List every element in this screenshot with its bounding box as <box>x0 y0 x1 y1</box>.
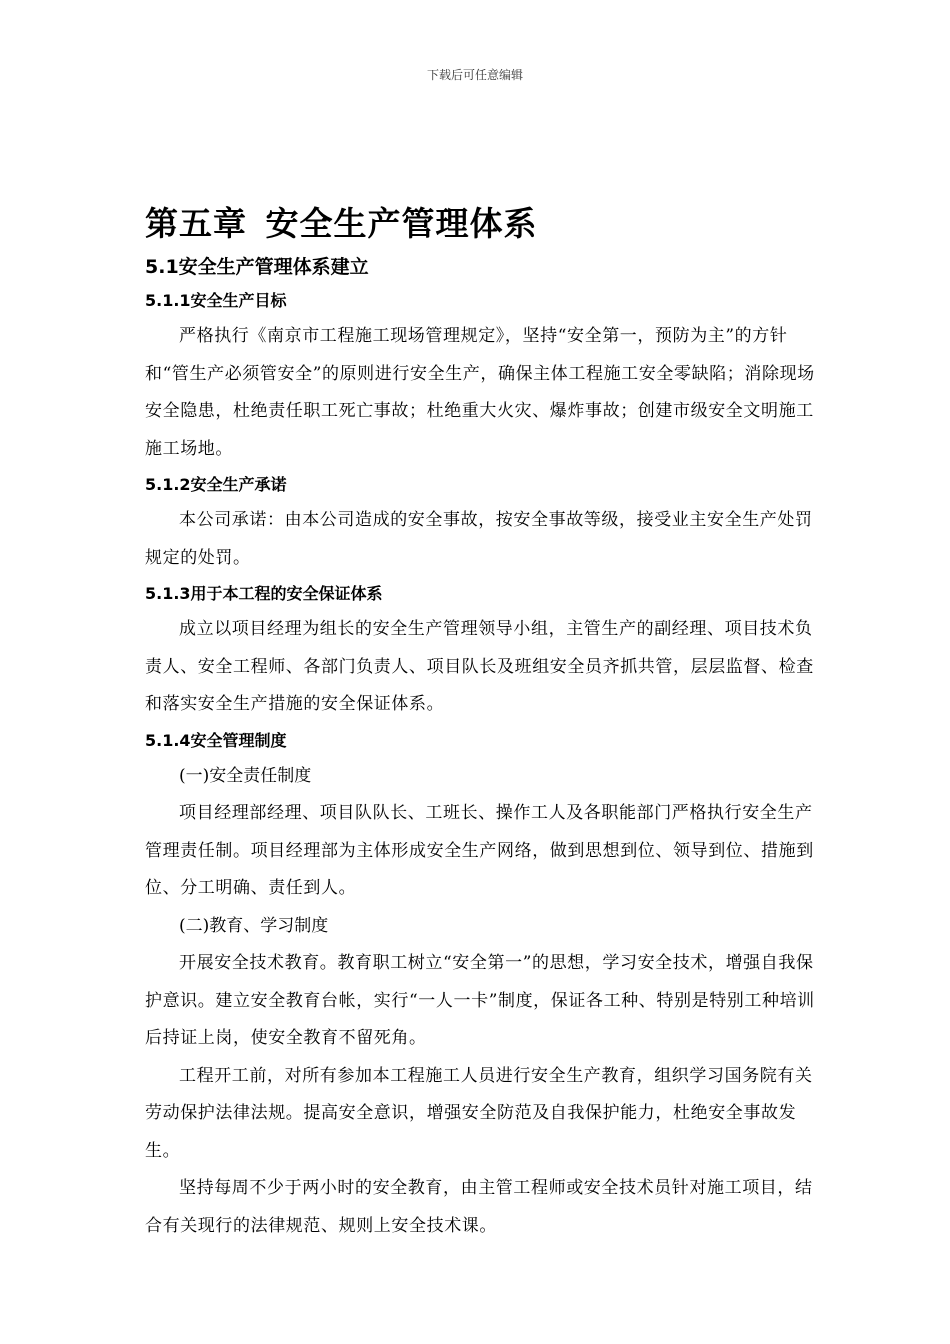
section-title-5-1-4: 5.1.4安全管理制度 <box>145 730 287 750</box>
chapter-title: 第五章 安全生产管理体系 <box>145 204 538 243</box>
paragraph-safety-system: 成立以项目经理为组长的安全生产管理领导小组，主管生产的副经理、项目技术负责人、安全工程师、各部门负责人、项目队长及班组安全员齐抓共管，层层监督、检查和落实安全生产措施的安全保证体系。 <box>145 619 814 714</box>
paragraph-education-1: 开展安全技术教育。教育职工树立“安全第一”的思想，学习安全技术，增强自我保护意识。建立安全教育台帐，实行“一人一卡”制度，保证各工种、特别是特别工种培训后持证上岗，使安全教育不留死角。 <box>145 953 815 1048</box>
paragraph-education-3: 坚持每周不少于两小时的安全教育，由主管工程师或安全技术员针对施工项目，结合有关现行的法律规范、规则上安全技术课。 <box>145 1178 813 1236</box>
paragraph-responsibility: 项目经理部经理、项目队队长、工班长、操作工人及各职能部门严格执行安全生产管理责任制。项目经理部为主体形成安全生产网络，做到思想到位、领导到位、措施到位、分工明确、责任到人。 <box>145 803 814 898</box>
paragraph-education-2: 工程开工前，对所有参加本工程施工人员进行安全生产教育，组织学习国务院有关劳动保护法律法规。提高安全意识，增强安全防范及自我保护能力，杜绝安全事故发生。 <box>145 1065 813 1161</box>
section-title-5-1-2: 5.1.2安全生产承诺 <box>145 475 287 494</box>
section-title-5-1-1: 5.1.1安全生产目标 <box>145 291 287 310</box>
section-title-5-1-3: 5.1.3用于本工程的安全保证体系 <box>145 584 383 603</box>
document-body <box>145 198 815 1245</box>
paragraph-safety-goal: 严格执行《南京市工程施工现场管理规定》，坚持“安全第一，预防为主”的方针和“管生产必须管安全”的原则进行安全生产，确保主体工程施工安全零缺陷；消除现场安全隐患，杜绝责任职工死亡事故；杜绝重大火灾、爆炸事故；创建市级安全文明施工施工场地。 <box>145 326 815 459</box>
section-title-5-1: 5.1安全生产管理体系建立 <box>145 256 369 278</box>
page-header-note: 下载后可任意编辑 <box>426 68 523 82</box>
subheading-education: (二)教育、学习制度 <box>179 915 329 936</box>
subheading-responsibility: (一)安全责任制度 <box>179 765 312 786</box>
paragraph-safety-commitment: 本公司承诺：由本公司造成的安全事故，按安全事故等级，接受业主安全生产处罚规定的处罚。 <box>145 510 813 568</box>
